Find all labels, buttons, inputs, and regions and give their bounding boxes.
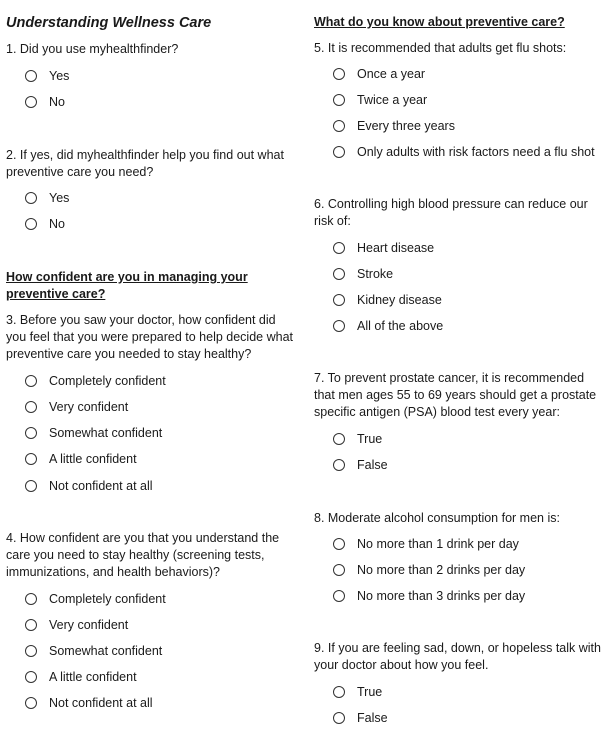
q6-option-kidney-disease[interactable]: Kidney disease bbox=[333, 293, 442, 307]
radio-button[interactable] bbox=[25, 427, 37, 439]
question-8: 8. Moderate alcohol consumption for men is: bbox=[314, 511, 560, 525]
radio-button[interactable] bbox=[25, 70, 37, 82]
radio-button[interactable] bbox=[333, 712, 345, 724]
radio-button[interactable] bbox=[25, 619, 37, 631]
radio-button[interactable] bbox=[333, 120, 345, 132]
q7-option-true[interactable]: True bbox=[333, 432, 382, 446]
q4-option-somewhat-confident[interactable]: Somewhat confident bbox=[25, 644, 162, 658]
radio-button[interactable] bbox=[25, 671, 37, 683]
q9-option-false[interactable]: False bbox=[333, 711, 388, 725]
section-heading-confidence: How confident are you in managing your preventive care? bbox=[6, 270, 248, 301]
question-6: 6. Controlling high blood pressure can reduce our risk of: bbox=[314, 197, 588, 228]
radio-button[interactable] bbox=[333, 268, 345, 280]
q6-option-heart-disease[interactable]: Heart disease bbox=[333, 241, 434, 255]
radio-button[interactable] bbox=[333, 68, 345, 80]
radio-button[interactable] bbox=[333, 433, 345, 445]
question-5: 5. It is recommended that adults get flu shots: bbox=[314, 41, 567, 55]
question-9: 9. If you are feeling sad, down, or hopeless talk with your doctor about how you feel. bbox=[314, 641, 601, 672]
question-7: 7. To prevent prostate cancer, it is recommended that men ages 55 to 69 years should get a prostate specific antigen (PSA) blood test every year: bbox=[314, 371, 597, 419]
q9-option-true[interactable]: True bbox=[333, 685, 382, 699]
q2-option-no[interactable]: No bbox=[25, 217, 65, 231]
question-1: 1. Did you use myhealthfinder? bbox=[6, 42, 179, 56]
radio-button[interactable] bbox=[25, 401, 37, 413]
radio-button[interactable] bbox=[25, 480, 37, 492]
q1-option-yes[interactable]: Yes bbox=[25, 69, 69, 83]
q4-option-completely-confident[interactable]: Completely confident bbox=[25, 592, 166, 606]
q8-option-1-drink[interactable]: No more than 1 drink per day bbox=[333, 537, 519, 551]
q5-option-every-three-years[interactable]: Every three years bbox=[333, 119, 455, 133]
radio-button[interactable] bbox=[333, 320, 345, 332]
q8-option-2-drinks[interactable]: No more than 2 drinks per day bbox=[333, 563, 525, 577]
q6-option-all-of-the-above[interactable]: All of the above bbox=[333, 319, 443, 333]
q3-option-not-confident[interactable]: Not confident at all bbox=[25, 479, 153, 493]
radio-button[interactable] bbox=[25, 645, 37, 657]
radio-button[interactable] bbox=[25, 375, 37, 387]
form-title: Understanding Wellness Care bbox=[6, 15, 212, 31]
radio-button[interactable] bbox=[333, 564, 345, 576]
radio-button[interactable] bbox=[25, 593, 37, 605]
radio-button[interactable] bbox=[333, 686, 345, 698]
q8-option-3-drinks[interactable]: No more than 3 drinks per day bbox=[333, 589, 525, 603]
radio-button[interactable] bbox=[333, 590, 345, 602]
q7-option-false[interactable]: False bbox=[333, 458, 388, 472]
radio-button[interactable] bbox=[25, 96, 37, 108]
radio-button[interactable] bbox=[25, 192, 37, 204]
q4-option-very-confident[interactable]: Very confident bbox=[25, 618, 128, 632]
radio-button[interactable] bbox=[333, 459, 345, 471]
q2-option-yes[interactable]: Yes bbox=[25, 191, 69, 205]
radio-button[interactable] bbox=[333, 538, 345, 550]
radio-button[interactable] bbox=[25, 218, 37, 230]
q4-option-a-little-confident[interactable]: A little confident bbox=[25, 670, 137, 684]
q1-option-no[interactable]: No bbox=[25, 95, 65, 109]
q3-option-somewhat-confident[interactable]: Somewhat confident bbox=[25, 426, 162, 440]
q3-option-completely-confident[interactable]: Completely confident bbox=[25, 374, 166, 388]
q5-option-risk-factors-only[interactable]: Only adults with risk factors need a flu shot bbox=[333, 145, 595, 159]
question-3: 3. Before you saw your doctor, how confident did you feel that you were prepared to help decide what preventive care you needed to stay healthy? bbox=[6, 313, 293, 361]
q3-option-very-confident[interactable]: Very confident bbox=[25, 400, 128, 414]
radio-button[interactable] bbox=[333, 94, 345, 106]
q4-option-not-confident[interactable]: Not confident at all bbox=[25, 696, 153, 710]
q5-option-twice-a-year[interactable]: Twice a year bbox=[333, 93, 427, 107]
radio-button[interactable] bbox=[25, 453, 37, 465]
radio-button[interactable] bbox=[25, 697, 37, 709]
section-heading-knowledge: What do you know about preventive care? bbox=[314, 15, 565, 29]
question-2: 2. If yes, did myhealthfinder help you find out what preventive care you need? bbox=[6, 148, 284, 179]
radio-button[interactable] bbox=[333, 242, 345, 254]
radio-button[interactable] bbox=[333, 146, 345, 158]
q6-option-stroke[interactable]: Stroke bbox=[333, 267, 393, 281]
q5-option-once-a-year[interactable]: Once a year bbox=[333, 67, 425, 81]
q3-option-a-little-confident[interactable]: A little confident bbox=[25, 452, 137, 466]
radio-button[interactable] bbox=[333, 294, 345, 306]
question-4: 4. How confident are you that you understand the care you need to stay healthy (screening tests, immunizations, and health behaviors)? bbox=[6, 531, 280, 579]
